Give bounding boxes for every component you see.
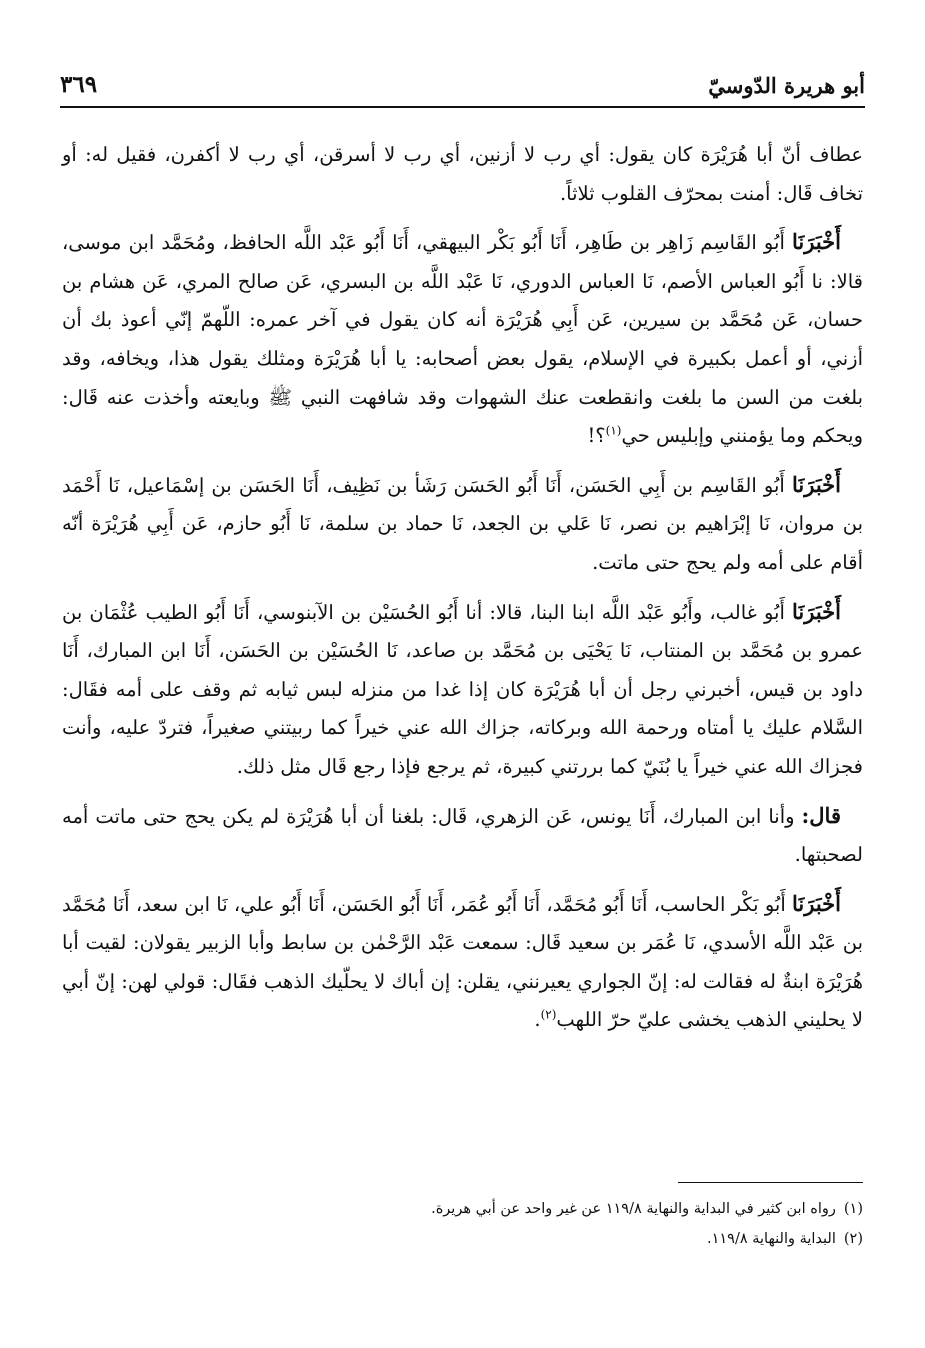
footnote-ref-2: (٢)	[540, 1007, 557, 1022]
paragraph-lead: أَخْبَرَنَا	[792, 890, 841, 916]
paragraph-text: أَبُو بَكْر الحاسب، أَنَا أَبُو مُحَمَّد، أَنَا أَبُو عُمَر، أَنَا أَبُو الحَسَن، أَنَا أَبُو علي، نَا ابن سعد، أَنَا مُحَمَّد بن عَبْد اللَّه الأسدي، نَا عُمَر بن سعيد قَال: سمعت عَبْد الرَّحْمٰن بن سابط وأبا الزبير يقولان: لقيت أبا هُرَيْرَة ابنةٌ له فقالت له: إنّ الجواري يعيرنني، يقلن: إن أباك لا يحلّيك الذهب فقَال: قولي لهن: إنّ أبي لا يحليني الذهب يخشى عليّ حرّ اللهب	[62, 892, 863, 1032]
paragraph-text: وأنا ابن المبارك، أَنَا يونس، عَن الزهري، قَال: بلغنا أن أبا هُرَيْرَة لم يكن يحج حتى ماتت أمه لصحبتها.	[62, 804, 863, 867]
footnote-rule	[678, 1182, 863, 1183]
paragraph-tail: .	[534, 1008, 541, 1032]
footnote-2	[62, 1224, 863, 1254]
paragraph-lead: أَخْبَرَنَا	[792, 598, 841, 624]
paragraph-lead: أَخْبَرَنَا	[792, 229, 841, 255]
paragraph-2	[62, 223, 863, 456]
page-header	[60, 58, 865, 98]
body-text	[62, 136, 863, 1050]
footnote-number: (٢)	[843, 1231, 863, 1247]
paragraph-text: أَبُو القَاسِم زَاهِر بن طَاهِر، أَنَا أَبُو بَكْر البيهقي، أَنَا أَبُو عَبْد اللَّه الحافظ، ومُحَمَّد ابن موسى، قالا: نا أَبُو العباس الأصم، نَا العباس الدوري، نَا عَبْد اللَّه بن البسري، عَن صالح المري، عَن هشام بن حسان، عَن مُحَمَّد بن سيرين، عَن أَبِي هُرَيْرَة أنه كان يقول في آخر عمره: اللّهمّ إنّي أعوذ بك أن أزني، أو أعمل بكبيرة في الإسلام، يقول بعض أصحابه: يا أبا هُرَيْرَة ومثلك يقول هذا، ويخافه، وقد بلغت من السن ما بلغت وانقطعت عنك الشهوات وقد شافهت النبي ﷺ وبايعته وأخذت عنه قَال: ويحكم وما يؤمنني وإبليس حي	[62, 231, 863, 448]
footnote-text: رواه ابن كثير في البداية والنهاية ١١٩/٨ عن غير واحد عن أبي هريرة.	[431, 1201, 836, 1217]
footnote-text: البداية والنهاية ١١٩/٨.	[706, 1231, 836, 1247]
paragraph-5	[62, 797, 863, 875]
paragraph-tail: ؟!	[587, 424, 606, 448]
footnote-1	[62, 1194, 863, 1224]
running-title: أبو هريرة الدّوسيّ	[708, 73, 865, 98]
header-rule	[60, 106, 865, 108]
paragraph-4	[62, 593, 863, 787]
paragraph-lead: أَخْبَرَنَا	[792, 471, 841, 497]
footnote-ref-1: (١)	[605, 423, 622, 438]
paragraph-6	[62, 885, 863, 1040]
footnote-number: (١)	[843, 1201, 863, 1217]
paragraph-3	[62, 466, 863, 583]
footnotes	[62, 1194, 863, 1254]
paragraph-text: عطاف أنّ أبا هُرَيْرَة كان يقول: أي رب لا أزنين، أي رب لا أسرقن، أي رب لا أكفرن، فقيل له: أو تخاف قَال: أمنت بمحرّف القلوب ثلاثاً.	[62, 143, 863, 205]
page-number: ٣٦٩	[60, 71, 98, 98]
paragraph-lead: قال:	[801, 802, 841, 828]
paragraph-text: أَبُو القَاسِم بن أَبِي الحَسَن، أَنَا أَبُو الحَسَن رَشَأ بن نَظِيف، أَنَا الحَسَن بن إسْمَاعيل، نَا أَحْمَد بن مروان، نَا إبْرَاهيم بن نصر، نَا عَلي بن الجعد، نَا حماد بن سلمة، نَا أَبُو حازم، عَن أَبِي هُرَيْرَة أنّه أقام على أمه ولم يحج حتى ماتت.	[62, 473, 863, 574]
paragraph-1	[62, 136, 863, 213]
paragraph-text: أَبُو غالب، وأَبُو عَبْد اللَّه ابنا البنا، قالا: أنا أَبُو الحُسَيْن بن الآبنوسي، أَنَا أَبُو الطيب عُثْمَان بن عمرو بن مُحَمَّد بن المنتاب، نَا يَحْيَى بن مُحَمَّد بن صاعد، نَا الحُسَيْن بن الحَسَن، أَنَا ابن المبارك، أَنَا داود بن قيس، أخبرني رجل أن أبا هُرَيْرَة كان إذا غدا من منزله لبس ثيابه ثم وقف على أمه فقَال: السَّلام عليك يا أمتاه ورحمة الله وبركاته، جزاك الله عني خيراً كما ربيتني صغيراً، فتردّ عليه، وأنت فجزاك الله عني خيراً يا بُنَيّ كما بررتني كبيرة، ثم يرجع فإذا رجع قَال مثل ذلك.	[62, 600, 863, 778]
